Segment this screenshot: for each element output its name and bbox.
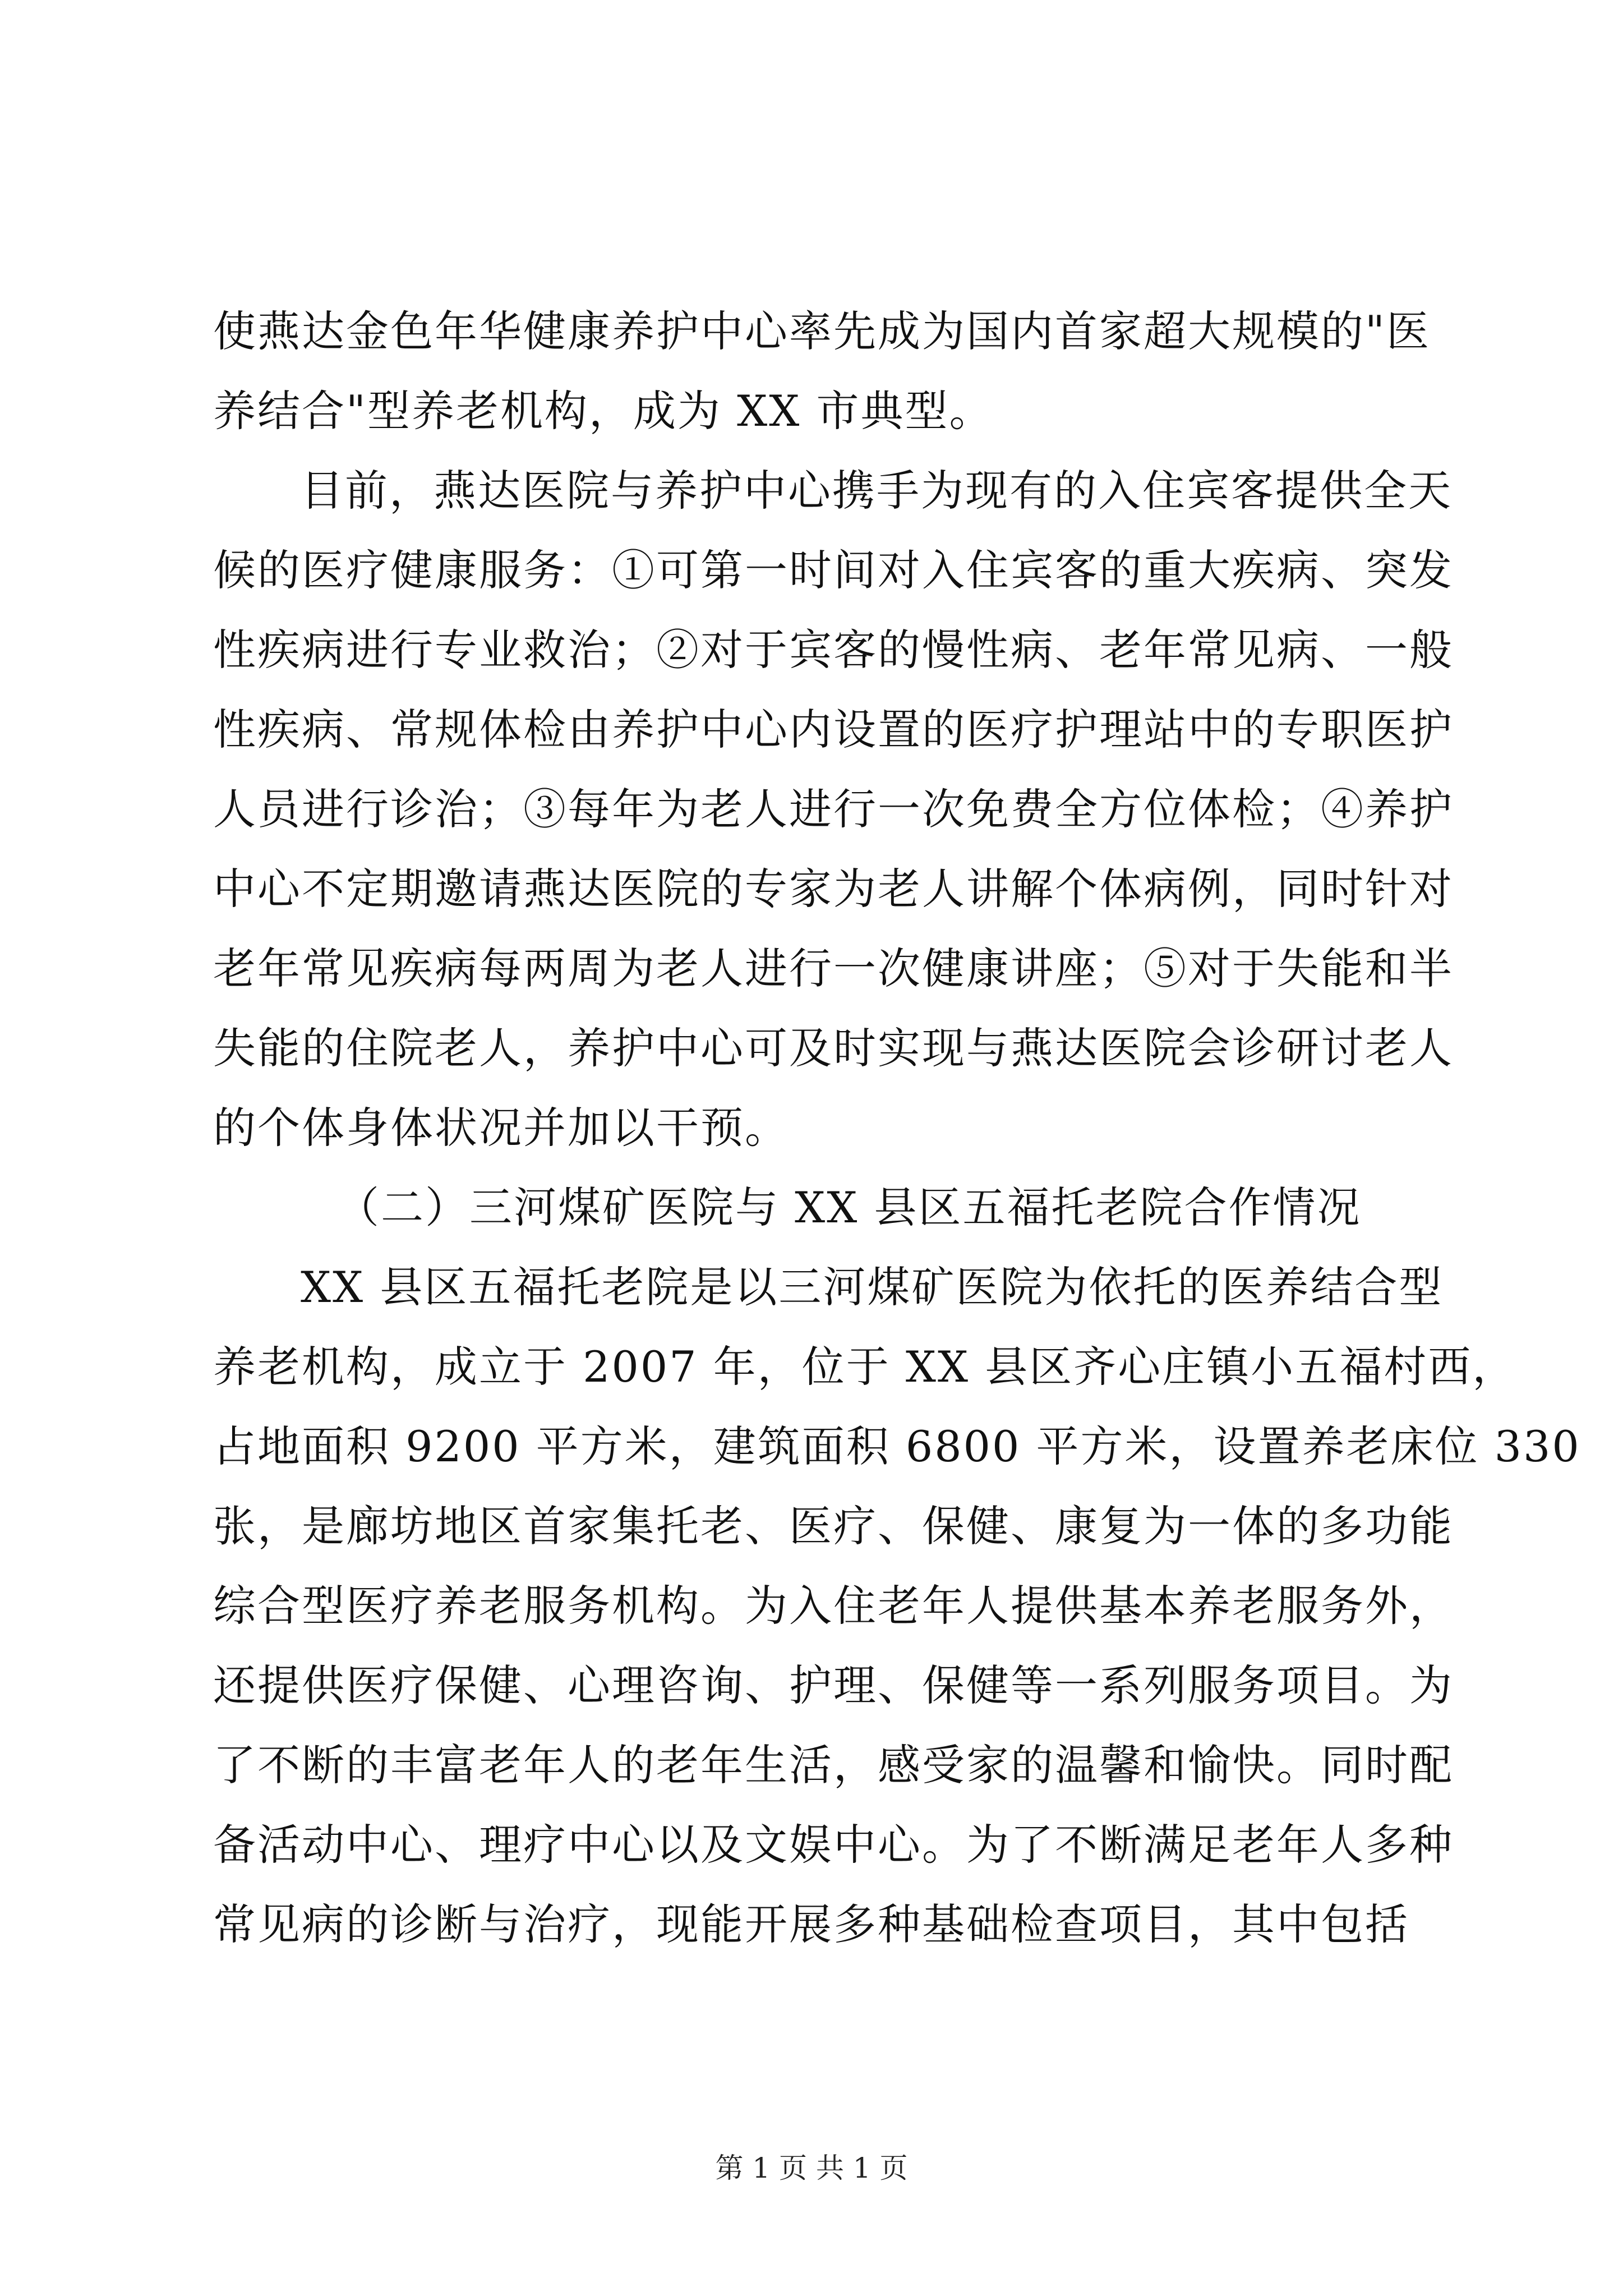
text-line: 中心不定期邀请燕达医院的专家为老人讲解个体病例，同时针对 <box>213 864 1454 914</box>
page-footer: 第 1 页 共 1 页 <box>715 2152 908 2184</box>
text-line: 失能的住院老人，养护中心可及时实现与燕达医院会诊研讨老人 <box>213 1023 1454 1073</box>
text-line: 养结合"型养老机构，成为 XX 市典型。 <box>213 386 994 436</box>
text-line: 张，是廊坊地区首家集托老、医疗、保健、康复为一体的多功能 <box>213 1501 1454 1551</box>
text-line: 综合型医疗养老服务机构。为入住老年人提供基本养老服务外， <box>213 1581 1454 1631</box>
paragraph-start: XX 县区五福托老院是以三河煤矿医院为依托的医养结合型 <box>301 1262 1444 1312</box>
text-line: 候的医疗健康服务：①可第一时间对入住宾客的重大疾病、突发 <box>213 545 1454 595</box>
text-line: 使燕达金色年华健康养护中心率先成为国内首家超大规模的"医 <box>213 306 1431 356</box>
text-line: 的个体身体状况并加以干预。 <box>213 1103 789 1153</box>
text-line: 性疾病进行专业救治；②对于宾客的慢性病、老年常见病、一般 <box>213 625 1454 675</box>
text-line: 性疾病、常规体检由养护中心内设置的医疗护理站中的专职医护 <box>213 705 1454 754</box>
paragraph-start: 目前，燕达医院与养护中心携手为现有的入住宾客提供全天 <box>301 466 1453 516</box>
text-line: 备活动中心、理疗中心以及文娱中心。为了不断满足老年人多种 <box>213 1820 1454 1870</box>
document-body <box>213 292 1581 1964</box>
text-line: 老年常见疾病每两周为老人进行一次健康讲座；⑤对于失能和半 <box>213 944 1454 993</box>
text-line: 养老机构，成立于 2007 年，位于 XX 县区齐心庄镇小五福村西， <box>213 1342 1517 1392</box>
text-line: 占地面积 9200 平方米，建筑面积 6800 平方米，设置养老床位 330 <box>213 1421 1581 1471</box>
text-line: 常见病的诊断与治疗，现能开展多种基础检查项目，其中包括 <box>213 1899 1409 1949</box>
text-line: 还提供医疗保健、心理咨询、护理、保健等一系列服务项目。为 <box>213 1660 1454 1710</box>
section-heading: （二）三河煤矿医院与 XX 县区五福托老院合作情况 <box>336 1182 1362 1232</box>
text-line: 人员进行诊治；③每年为老人进行一次免费全方位体检；④养护 <box>213 784 1454 834</box>
text-line: 了不断的丰富老年人的老年生活，感受家的温馨和愉快。同时配 <box>213 1740 1454 1790</box>
